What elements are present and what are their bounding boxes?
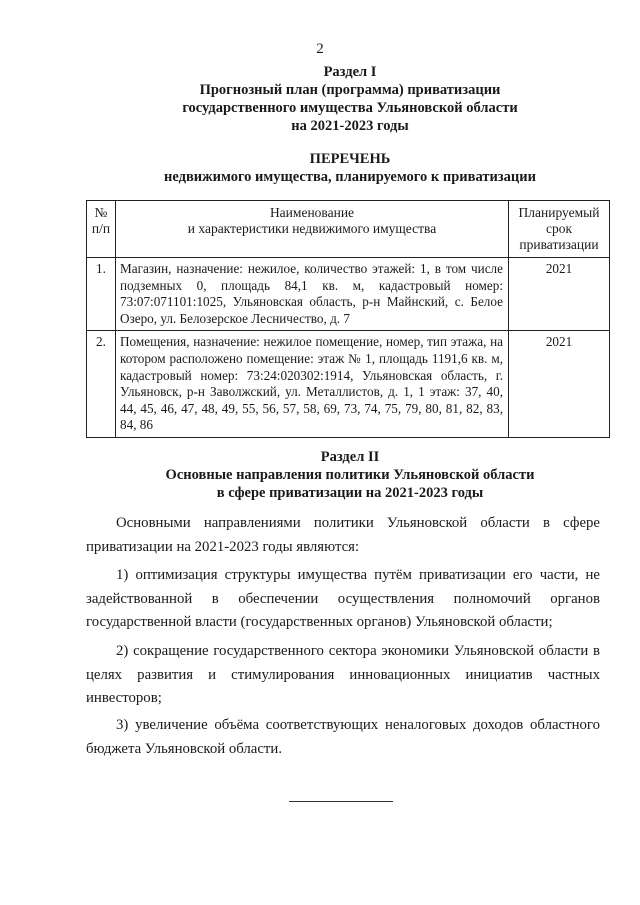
header-description xyxy=(116,201,509,258)
list-heading xyxy=(80,150,620,186)
row-term: 2021 xyxy=(509,331,610,438)
row-number: 2. xyxy=(87,331,116,438)
direction-item-2: 2) сокращение государственного сектора экономики Ульяновской области в целях развития и стимулирования инновационных инициатив частных инвесторов; xyxy=(86,643,600,706)
list-heading-subtitle: недвижимого имущества, планируемого к приватизации xyxy=(164,169,536,185)
section-2-heading xyxy=(80,448,620,502)
row-term: 2021 xyxy=(509,258,610,331)
direction-item-1: 1) оптимизация структуры имущества путём приватизации его части, не задействованной в обеспечении осуществления полномочий органов государственной власти (государственных органов) Ульяновской области; xyxy=(86,567,600,630)
header-term xyxy=(509,201,610,258)
section-1-subtitle-line: Прогнозный план (программа) приватизации xyxy=(199,82,501,98)
list-heading-title: ПЕРЕЧЕНЬ xyxy=(309,151,391,167)
row-number: 1. xyxy=(87,258,116,331)
end-rule-divider xyxy=(289,801,393,802)
section-1-heading xyxy=(80,63,620,135)
table-row xyxy=(87,331,610,438)
header-description-line: и характеристики недвижимого имущества xyxy=(187,221,437,236)
row-description: Помещения, назначение: нежилое помещение, номер, тип этажа, на котором расположено помещение: этаж № 1, площадь 1191,6 кв. м, кадастровый номер: 73:24:020302:1914, Ульяновская область, г. Ульяновск, р-н Заволжский, ул. Металлистов, д. 1, 1 этаж: 37, 40, 44, 45, 46, 47, 48, 49, 55, 56, 57, 58, 69, 73, 74, 75, 79, 80, 81, 82, 83, 84, 86 xyxy=(116,331,509,438)
header-term-line: срок xyxy=(545,221,573,236)
header-description-line: Наименование xyxy=(269,205,355,220)
property-table xyxy=(86,200,610,438)
header-number-line: п/п xyxy=(91,221,111,236)
table-row xyxy=(87,258,610,331)
header-term-line: приватизации xyxy=(519,237,599,252)
section-2-title: Раздел II xyxy=(320,449,380,465)
header-number-line: № xyxy=(94,205,108,220)
section-2-subtitle-line: Основные направления политики Ульяновской области xyxy=(165,467,535,483)
direction-item-3: 3) увеличение объёма соответствующих неналоговых доходов областного бюджета Ульяновской области. xyxy=(86,717,600,757)
intro-paragraph: Основными направлениями политики Ульяновской области в сфере приватизации на 2021-2023 годы являются: xyxy=(86,515,600,555)
section-1-title: Раздел I xyxy=(323,64,377,80)
row-description: Магазин, назначение: нежилое, количество этажей: 1, в том числе подземных 0, площадь 84,1 кв. м, кадастровый номер: 73:07:071101:1025, Ульяновская область, р-н Майнский, с. Белое Озеро, ул. Белозерское Лесничество, д. 7 xyxy=(116,258,509,331)
page-number: 2 xyxy=(316,41,324,57)
table-header-row xyxy=(87,201,610,258)
header-term-line: Планируемый xyxy=(518,205,600,220)
section-1-subtitle-line: на 2021-2023 годы xyxy=(291,118,409,134)
section-1-subtitle-line: государственного имущества Ульяновской области xyxy=(182,100,518,116)
header-number xyxy=(87,201,116,258)
section-2-subtitle-line: в сфере приватизации на 2021-2023 годы xyxy=(216,485,484,501)
